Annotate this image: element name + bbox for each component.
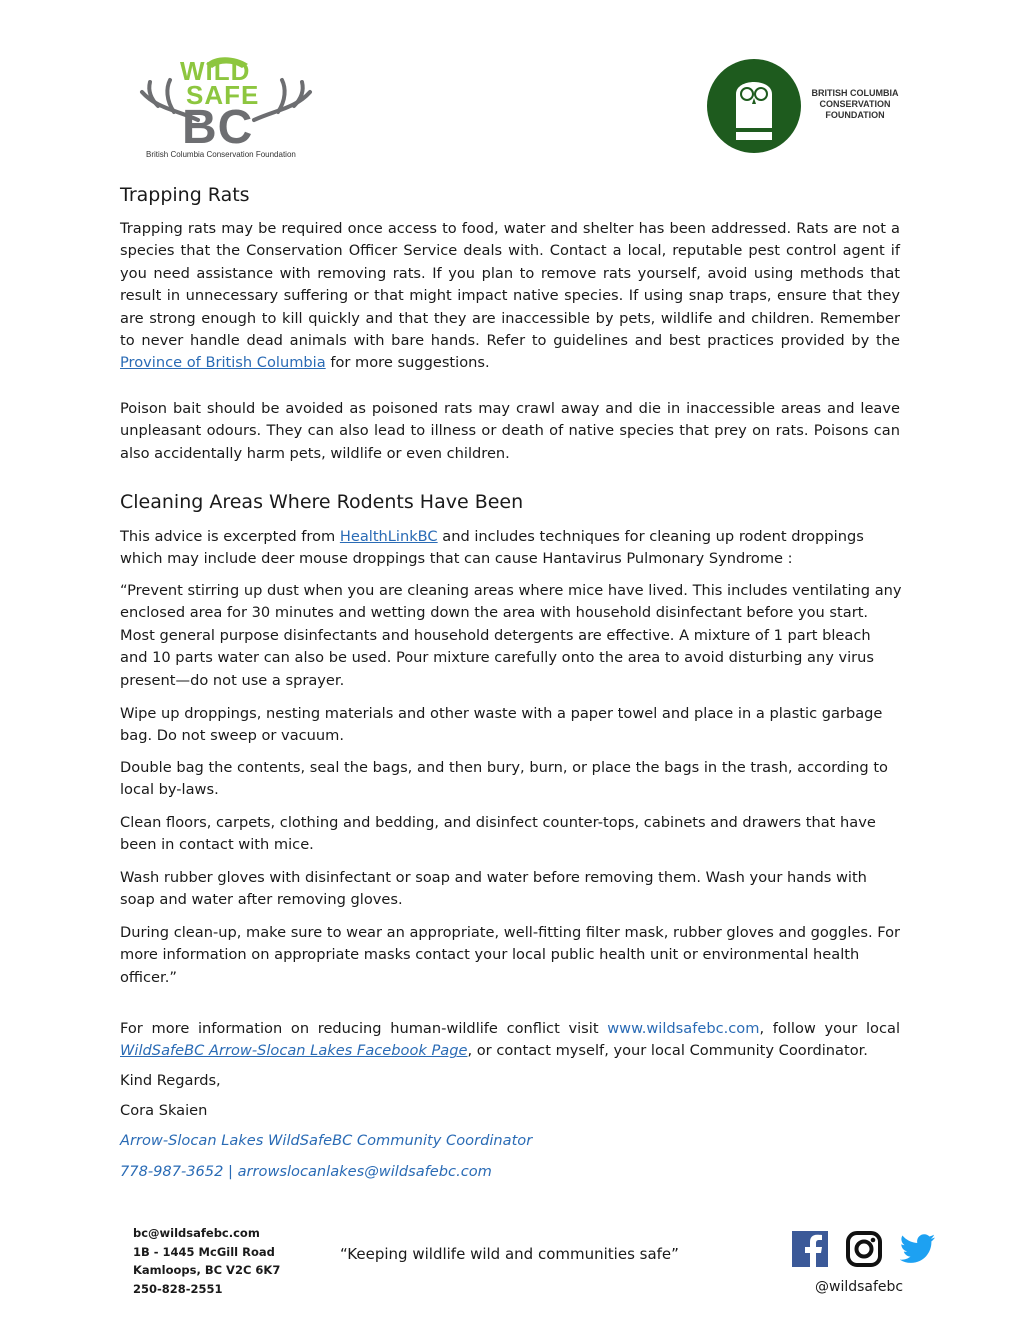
footer-phone: 250-828-2551 [133,1281,223,1296]
quote-paragraph-3: Double bag the contents, seal the bags, and then bury, burn, or place the bags in the trash, according to local by-laws. [120,759,888,799]
signer-contact: 778-987-3652 | arrowslocanlakes@wildsafebc.com [120,1163,492,1180]
quote-paragraph-5: Wash rubber gloves with disinfectant or soap and water before removing them. Wash your hands with soap and water after removing gloves. [120,869,867,909]
poison-bait-paragraph: Poison bait should be avoided as poisoned rats may crawl away and die in inaccessible areas and leave unpleasant odours. They can also lead to illness or death of native species that prey on rats. Poisons can also accidentally harm pets, wildlife or even children. [120,400,900,462]
kind-regards: Kind Regards, [120,1072,221,1089]
logo-safe-text: SAFE [186,80,260,110]
healthlinkbc-link[interactable]: HealthLinkBC [339,528,438,545]
logo-caption: British Columbia Conservation Foundation [146,150,296,159]
footer-city: Kamloops, BC V2C 6K7 [133,1263,281,1277]
footer-street: 1B - 1445 McGill Road [133,1244,275,1259]
bccf-org-name: BRITISH COLUMBIA CONSERVATION FOUNDATION [811,88,899,120]
footer-address [133,1224,280,1298]
logo-bc-text: BC [182,101,254,154]
bccf-logo [706,58,906,154]
facebook-icon[interactable] [792,1231,828,1267]
more-info-paragraph: For more information on reducing human-wildlife conflict visit www.wildsafebc.com, follow your local WildSafeBC Arrow-Slocan Lakes Facebook Page, or contact myself, your local Community Coordinator. [120,1020,900,1060]
quote-paragraph-6: During clean-up, make sure to wear an appropriate, well-fitting filter mask, rubber gloves and goggles. For more information on appropriate masks contact your local public health unit or environmental health officer.” [120,924,901,986]
section-title-trapping-rats: Trapping Rats [120,184,250,206]
facebook-page-link[interactable]: WildSafeBC Arrow-Slocan Lakes Facebook Page [120,1042,468,1060]
cleaning-intro-paragraph: This advice is excerpted from HealthLinkBC and includes techniques for cleaning up rodent droppings which may include deer mouse droppings that can cause Hantavirus Pulmonary Syndrome : [120,528,864,568]
footer-tagline: “Keeping wildlife wild and communities safe” [340,1245,679,1263]
signer-role: Arrow-Slocan Lakes WildSafeBC Community Coordinator [120,1132,533,1149]
province-of-bc-link[interactable]: Province of British Columbia [120,354,326,372]
quote-paragraph-1: “Prevent stirring up dust when you are cleaning areas where mice have lived. This includes ventilating any enclosed area for 30 minutes and wetting down the area with household disinfectant before you start. Most general purpose disinfectants and household detergents are effective. A mixture of 1 part bleach and 10 parts water can also be used. Pour mixture carefully onto the area to avoid disturbing any virus present—do not use a sprayer. [120,582,902,689]
trapping-rats-paragraph: Trapping rats may be required once access to food, water and shelter has been addressed. Rats are not a species that the Conservation Officer Service deals with. Contact a local, reputable pest control agent if you need assistance with removing rats. If you plan to remove rats yourself, avoid using methods that result in unnecessary suffering or that might impact native species. If using snap traps, ensure that they are strong enough to kill quickly and that they are inaccessible by pets, wildlife and children. Remember to never handle dead animals with bare hands. Refer to guidelines and best practices provided by the Province of British Columbia for more suggestions. [120,220,900,372]
section-title-cleaning-areas: Cleaning Areas Where Rodents Have Been [120,491,524,513]
footer-email[interactable]: bc@wildsafebc.com [133,1226,260,1240]
quote-paragraph-2: Wipe up droppings, nesting materials and other waste with a paper towel and place in a plastic garbage bag. Do not sweep or vacuum. [120,705,883,745]
quote-paragraph-4: Clean floors, carpets, clothing and bedding, and disinfect counter-tops, cabinets and drawers that have been in contact with mice. [120,814,876,854]
wildsafebc-website-link[interactable]: www.wildsafebc.com [607,1020,760,1037]
social-handle[interactable]: @wildsafebc [815,1279,904,1295]
signer-name: Cora Skaien [120,1102,208,1119]
owl-icon [706,58,802,154]
twitter-icon[interactable] [900,1234,936,1264]
instagram-icon[interactable] [845,1230,883,1268]
wildsafebc-logo [136,50,316,162]
logo-wild-text: WILD [180,56,251,86]
